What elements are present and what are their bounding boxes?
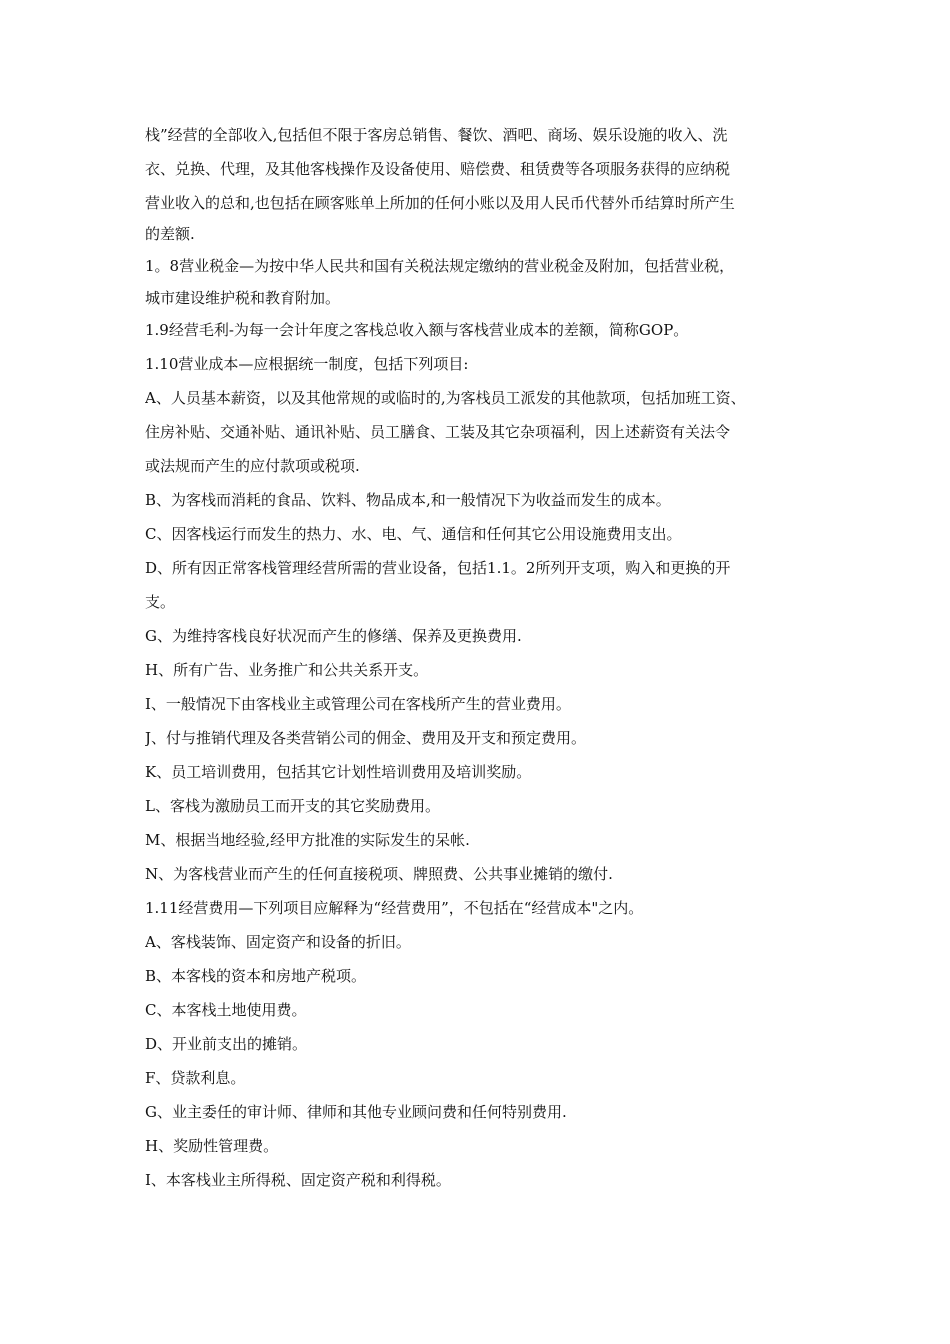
body-line: 或法规而产生的应付款项或税项. <box>145 457 360 475</box>
list-item-g: G、为维持客栈良好状况而产生的修缮、保养及更换费用. <box>145 627 522 645</box>
body-line: 衣、兑换、代理，及其他客栈操作及设备使用、赔偿费、租赁费等各项服务获得的应纳税 <box>145 160 731 178</box>
list-item-b: B、为客栈而消耗的食品、饮料、物品成本,和一般情况下为收益而发生的成本。 <box>145 491 671 509</box>
body-line: 支。 <box>145 593 176 611</box>
section-heading-1-11: 1.11经营费用—下列项目应解释为“经营费用”，不包括在“经营成本"之内。 <box>145 899 644 917</box>
list-item-h: H、所有广告、业务推广和公共关系开支。 <box>145 661 429 679</box>
body-line: 的差额. <box>145 225 195 243</box>
list-item-d: D、所有因正常客栈管理经营所需的营业设备，包括1.1。2所列开支项，购入和更换的开 <box>145 559 731 577</box>
list-item-d: D、开业前支出的摊销。 <box>145 1035 308 1053</box>
list-item-c: C、因客栈运行而发生的热力、水、电、气、通信和任何其它公用设施费用支出。 <box>145 525 682 543</box>
list-item-g: G、业主委任的审计师、律师和其他专业顾问费和任何特别费用. <box>145 1103 567 1121</box>
document-body <box>145 118 820 1197</box>
list-item-k: K、员工培训费用，包括其它计划性培训费用及培训奖励。 <box>145 763 532 781</box>
list-item-h: H、奖励性管理费。 <box>145 1137 279 1155</box>
list-item-b: B、本客栈的资本和房地产税项。 <box>145 967 367 985</box>
list-item-l: L、客栈为激励员工而开支的其它奖励费用。 <box>145 797 440 815</box>
list-item-f: F、贷款利息。 <box>145 1069 246 1087</box>
list-item-m: M、根据当地经验,经甲方批准的实际发生的呆帐. <box>145 831 470 849</box>
body-line: 住房补贴、交通补贴、通讯补贴、员工膳食、工装及其它杂项福利，因上述薪资有关法令 <box>145 423 731 441</box>
list-item-n: N、为客栈营业而产生的任何直接税项、牌照费、公共事业摊销的缴付. <box>145 865 613 883</box>
body-line: 营业收入的总和,也包括在顾客账单上所加的任何小账以及用人民币代替外币结算时所产生 <box>145 194 735 212</box>
list-item-a: A、客栈装饰、固定资产和设备的折旧。 <box>145 933 411 951</box>
section-heading-1-10: 1.10营业成本—应根据统一制度，包括下列项目: <box>145 355 469 373</box>
body-line: 栈”经营的全部收入,包括但不限于客房总销售、餐饮、酒吧、商场、娱乐设施的收入、洗 <box>145 126 728 144</box>
section-heading-1-9: 1.9经营毛利-为每一会计年度之客栈总收入额与客栈营业成本的差额，简称GOP。 <box>145 321 689 339</box>
list-item-c: C、本客栈土地使用费。 <box>145 1001 307 1019</box>
body-line: 城市建设维护税和教育附加。 <box>145 289 341 307</box>
list-item-a: A、人员基本薪资，以及其他常规的或临时的,为客栈员工派发的其他款项，包括加班工资、 <box>145 389 746 407</box>
list-item-i: I、一般情况下由客栈业主或管理公司在客栈所产生的营业费用。 <box>145 695 571 713</box>
list-item-j: J、付与推销代理及各类营销公司的佣金、费用及开支和预定费用。 <box>145 729 587 747</box>
section-heading-1-8: 1。8营业税金—为按中华人民共和国有关税法规定缴纳的营业税金及附加，包括营业税， <box>145 257 735 275</box>
list-item-i: I、本客栈业主所得税、固定资产税和利得税。 <box>145 1171 451 1189</box>
